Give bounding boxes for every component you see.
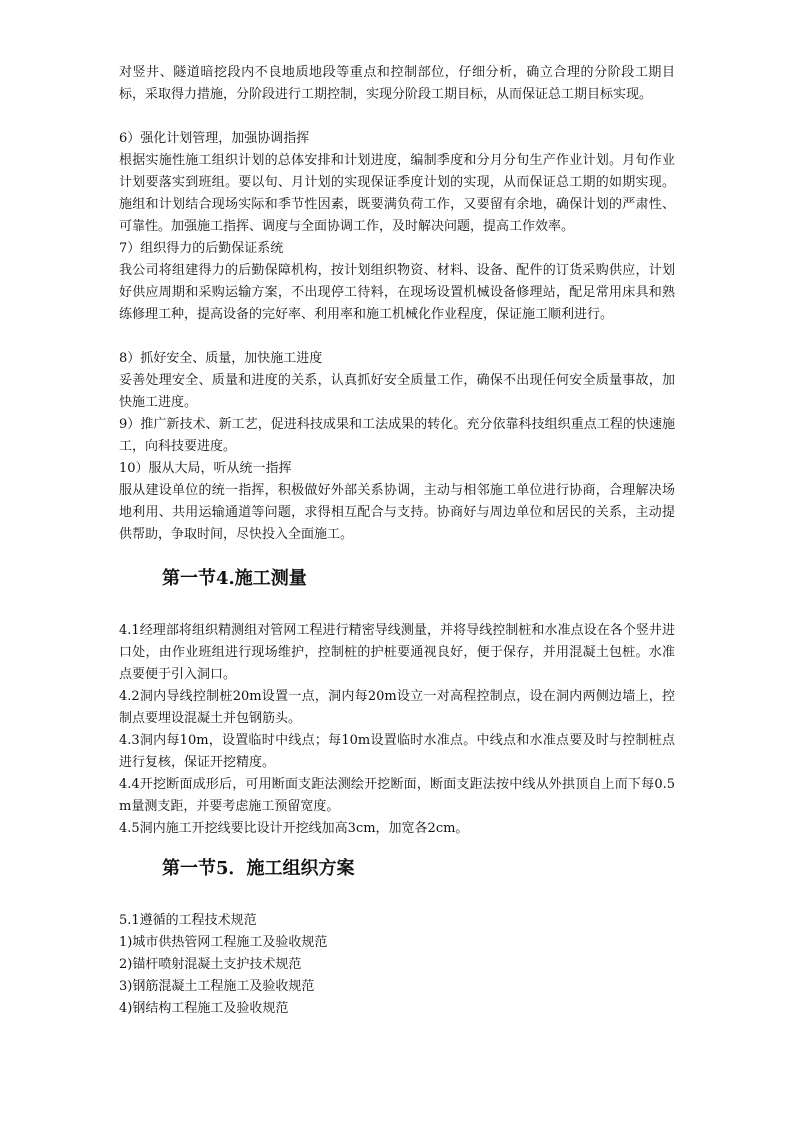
section-4-paragraph-1: 4.1经理部将组织精测组对管网工程进行精密导线测量，并将导线控制桩和水准点设在各个竖井进口处，由作业班组进行现场维护，控制桩的护桩要通视良好，便于保存，并用混凝土包桩。水准点要便于引入洞口。 [119, 623, 675, 682]
spec-list-item: 1)城市供热管网工程施工及验收规范 [119, 935, 328, 950]
item-10-title: 10）服从大局，听从统一指挥 [119, 461, 292, 476]
item-8-body: 妥善处理安全、质量和进度的关系，认真抓好安全质量工作，确保不出现任何安全质量事故，加快施工进度。 [119, 373, 675, 410]
section-4-paragraph-3: 4.3洞内每10m，设置临时中线点；每10m设置临时水准点。中线点和水准点要及时与控制桩点进行复核，保证开挖精度。 [119, 733, 675, 770]
spec-list-item: 4)钢结构工程施工及验收规范 [119, 1001, 289, 1016]
item-8-title: 8）抓好安全、质量，加快施工进度 [119, 351, 323, 366]
spec-list-item: 3)钢筋混凝土工程施工及验收规范 [119, 979, 315, 994]
item-10-body: 服从建设单位的统一指挥，积极做好外部关系协调，主动与相邻施工单位进行协商，合理解决场地利用、共用运输通道等问题，求得相互配合与支持。协商好与周边单位和居民的关系，主动提供帮助，争取时间，尽快投入全面施工。 [119, 483, 675, 542]
item-9-title: 9）推广新技术、新工艺，促进科技成果和工法成果的转化。充分依靠科技组织重点工程的快速施工，向科技要进度。 [119, 417, 675, 454]
item-7-title: 7）组织得力的后勤保证系统 [119, 241, 284, 256]
section-5-heading: 第一节5．施工组织方案 [162, 858, 355, 879]
item-7-body: 我公司将组建得力的后勤保障机构，按计划组织物资、材料、设备、配件的订货采购供应，计划好供应周期和采购运输方案，不出现停工待料，在现场设置机械设备修理站，配足常用床具和熟练修理工种，提高设备的完好率、利用率和施工机械化作业程度，保证施工顺利进行。 [119, 263, 675, 322]
intro-paragraph: 对竖井、隧道暗挖段内不良地质地段等重点和控制部位，仔细分析，确立合理的分阶段工期目标，采取得力措施，分阶段进行工期控制，实现分阶段工期目标，从而保证总工期目标实现。 [119, 65, 675, 102]
section-4-paragraph-4: 4.4开挖断面成形后，可用断面支距法测绘开挖断面，断面支距法按中线从外拱顶自上而下每0.5m量测支距，并要考虑施工预留宽度。 [119, 777, 675, 814]
item-6-title: 6）强化计划管理，加强协调指挥 [119, 131, 310, 146]
item-6-body: 根据实施性施工组织计划的总体安排和计划进度，编制季度和分月分旬生产作业计划。月旬作业计划要落实到班组。要以旬、月计划的实现保证季度计划的实现，从而保证总工期的如期实现。施组和计划结合现场实际和季节性因素，既要满负荷工作，又要留有余地，确保计划的严肃性、可靠性。加强施工指挥、调度与全面协调工作，及时解决问题，提高工作效率。 [119, 153, 675, 234]
section-4-paragraph-5: 4.5洞内施工开挖线要比设计开挖线加高3cm，加宽各2cm。 [119, 821, 469, 836]
section-4-heading: 第一节4.施工测量 [162, 568, 307, 589]
section-4-paragraph-2: 4.2洞内导线控制桩20m设置一点，洞内每20m设立一对高程控制点，设在洞内两侧边墙上，控制点要埋设混凝土并包钢筋头。 [119, 689, 675, 726]
section-5-subheading: 5.1遵循的工程技术规范 [119, 913, 257, 928]
spec-list-item: 2)锚杆喷射混凝土支护技术规范 [119, 957, 302, 972]
